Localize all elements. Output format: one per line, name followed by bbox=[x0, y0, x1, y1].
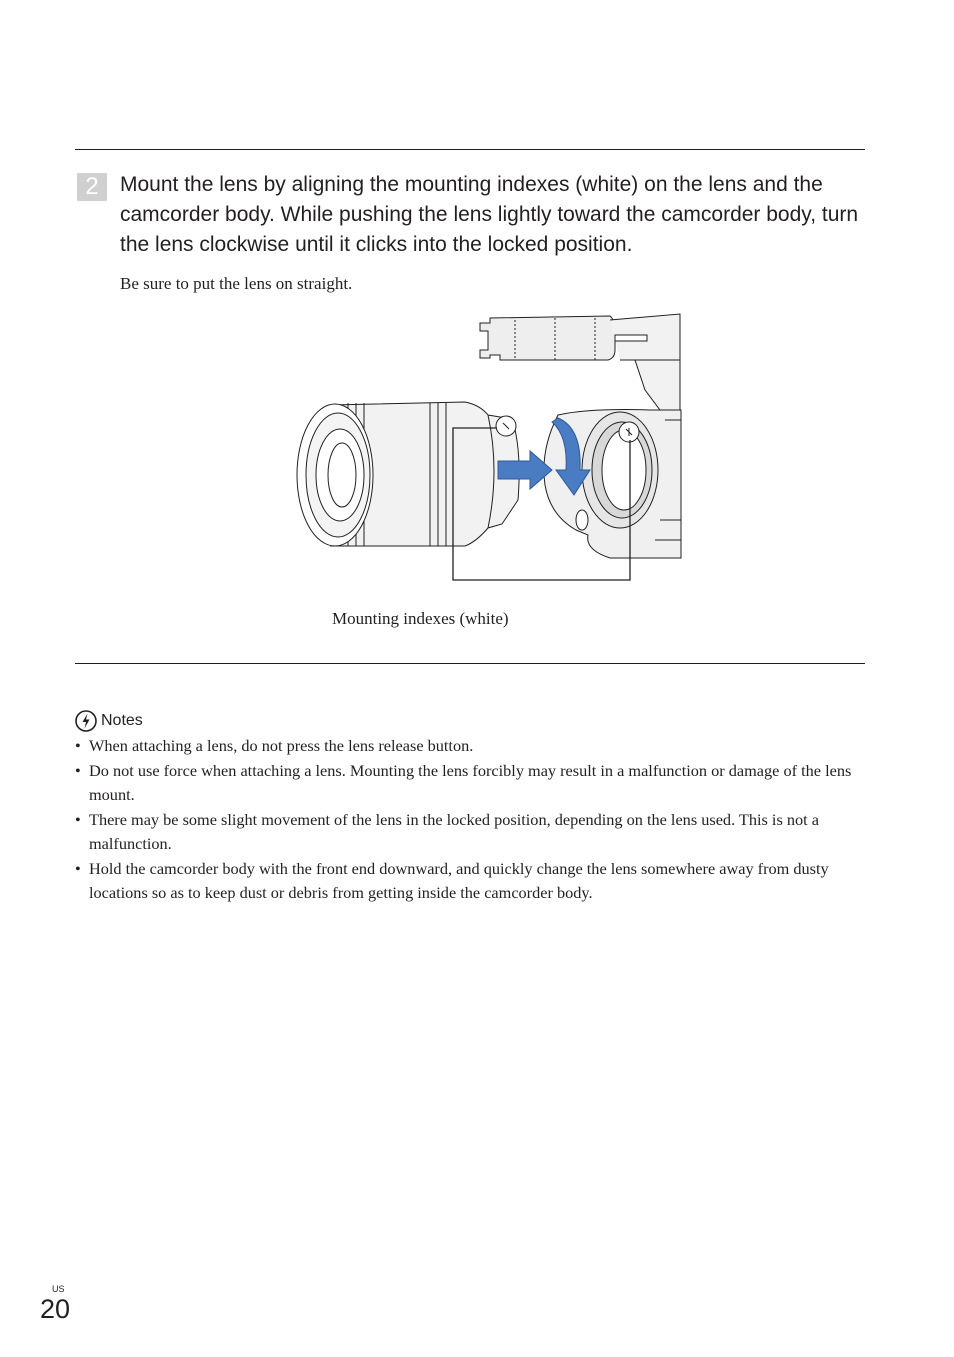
page-number: 20 bbox=[40, 1294, 71, 1324]
list-item: • There may be some slight movement of the lens in the locked position, depending on the lens used. This is not a malfunction. bbox=[75, 808, 867, 856]
step-instruction: Mount the lens by aligning the mounting indexes (white) on the lens and the camcorder body. While pushing the lens lightly toward the camcorder body, turn the lens clockwise until it clicks into the locked position. bbox=[120, 173, 859, 256]
list-item: • When attaching a lens, do not press the lens release button. bbox=[75, 734, 867, 758]
notes-caution-icon bbox=[75, 710, 97, 732]
top-rule bbox=[75, 149, 865, 150]
notes-label: Notes bbox=[101, 712, 143, 729]
step-sub-note: Be sure to put the lens on straight. bbox=[120, 274, 353, 293]
bottom-rule bbox=[75, 663, 865, 664]
list-item: • Hold the camcorder body with the front end downward, and quickly change the lens somewhere away from dusty locations so as to keep dust or debris from getting inside the camcorder body. bbox=[75, 857, 867, 905]
lens-mounting-illustration bbox=[290, 310, 690, 590]
figure-caption: Mounting indexes (white) bbox=[332, 609, 509, 628]
notes-list bbox=[75, 734, 867, 905]
list-item: • Do not use force when attaching a lens. Mounting the lens forcibly may result in a malfunction or damage of the lens mount. bbox=[75, 759, 867, 807]
step-number-badge: 2 bbox=[77, 173, 107, 201]
notes-header bbox=[75, 709, 143, 733]
page-region-label: US bbox=[52, 1284, 65, 1294]
